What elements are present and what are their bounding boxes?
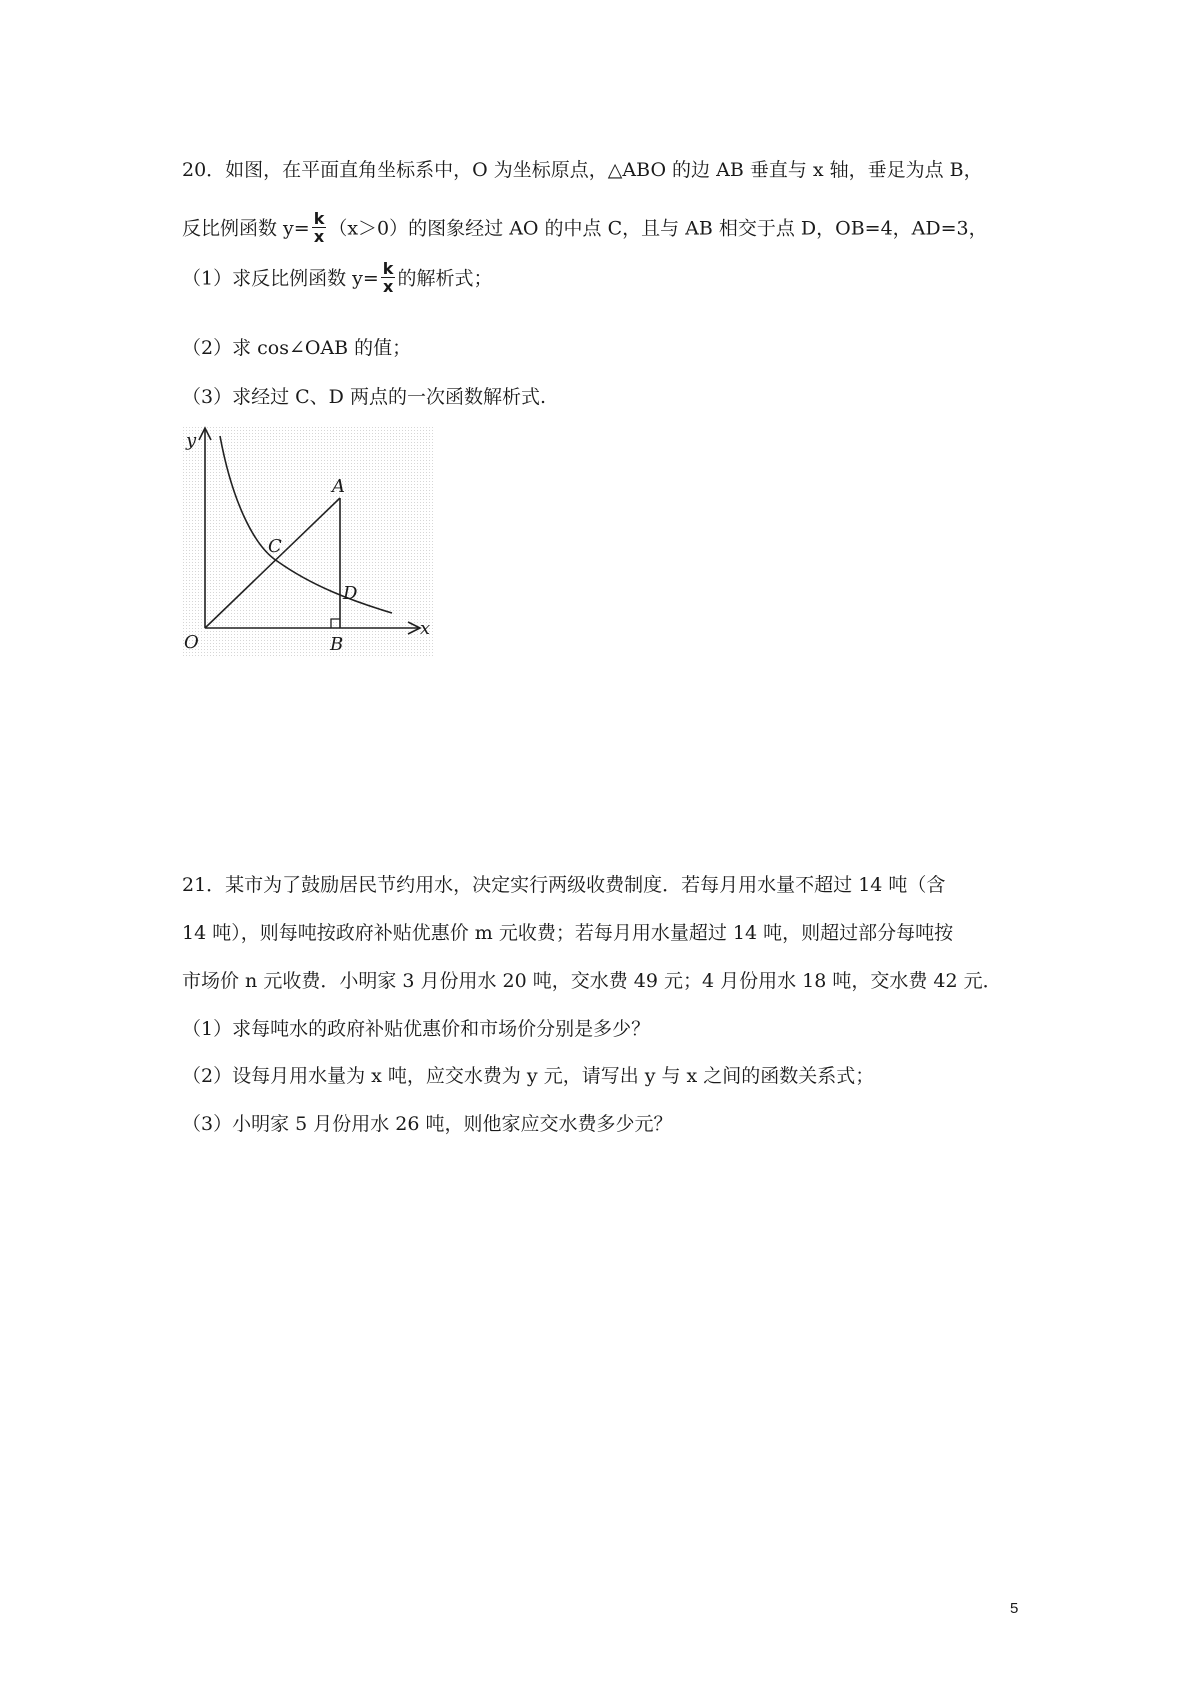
q20-subquestion-3: （3）求经过 C、D 两点的一次函数解析式. bbox=[182, 386, 546, 408]
label-C: C bbox=[268, 536, 282, 557]
fraction-numerator: k bbox=[382, 259, 394, 278]
q20-line-1: 20．如图，在平面直角坐标系中，O 为坐标原点，△ABO 的边 AB 垂直与 x 轴，垂足为点 B， bbox=[182, 159, 983, 181]
figure-background bbox=[182, 426, 434, 658]
label-B: B bbox=[330, 634, 344, 655]
fraction-k-over-x bbox=[312, 210, 327, 245]
q20-line-2-end: （x＞0）的图象经过 AO 的中点 C，且与 AB 相交于点 D，OB=4，AD=3， bbox=[328, 217, 988, 240]
page-number: 5 bbox=[1010, 1600, 1019, 1617]
q21-subquestion-2: （2）设每月用水量为 x 吨，应交水费为 y 元，请写出 y 与 x 之间的函数关系式； bbox=[182, 1065, 875, 1087]
label-D: D bbox=[343, 583, 358, 604]
q20-line-2 bbox=[182, 209, 988, 247]
q21-line-1: 21．某市为了鼓励居民节约用水，决定实行两级收费制度．若每月用水量不超过 14 吨（含 bbox=[182, 874, 946, 896]
q20-sub1-end: 的解析式； bbox=[397, 267, 493, 290]
q21-subquestion-1: （1）求每吨水的政府补贴优惠价和市场价分别是多少？ bbox=[182, 1018, 651, 1040]
q20-subquestion-1 bbox=[182, 259, 493, 297]
q20-sub1-start: （1）求反比例函数 y= bbox=[182, 267, 379, 290]
q20-subquestion-2: （2）求 cos∠OAB 的值； bbox=[182, 337, 412, 359]
label-x: x bbox=[420, 618, 431, 639]
fraction-denominator: x bbox=[382, 277, 394, 296]
fraction-numerator: k bbox=[313, 209, 325, 228]
q21-subquestion-3: （3）小明家 5 月份用水 26 吨，则他家应交水费多少元？ bbox=[182, 1113, 673, 1135]
label-A: A bbox=[332, 476, 345, 497]
q21-line-2: 14 吨），则每吨按政府补贴优惠价 m 元收费；若每月用水量超过 14 吨，则超过部分每吨按 bbox=[182, 922, 954, 944]
q20-line-2-start: 反比例函数 y= bbox=[182, 217, 310, 240]
coordinate-figure bbox=[182, 426, 434, 658]
fraction-denominator: x bbox=[313, 227, 325, 246]
label-O: O bbox=[184, 632, 199, 653]
q21-line-3: 市场价 n 元收费．小明家 3 月份用水 20 吨，交水费 49 元；4 月份用水 18 吨，交水费 42 元． bbox=[182, 970, 1002, 992]
figure-svg bbox=[182, 426, 434, 658]
label-y: y bbox=[186, 430, 197, 451]
fraction-k-over-x bbox=[381, 260, 396, 295]
